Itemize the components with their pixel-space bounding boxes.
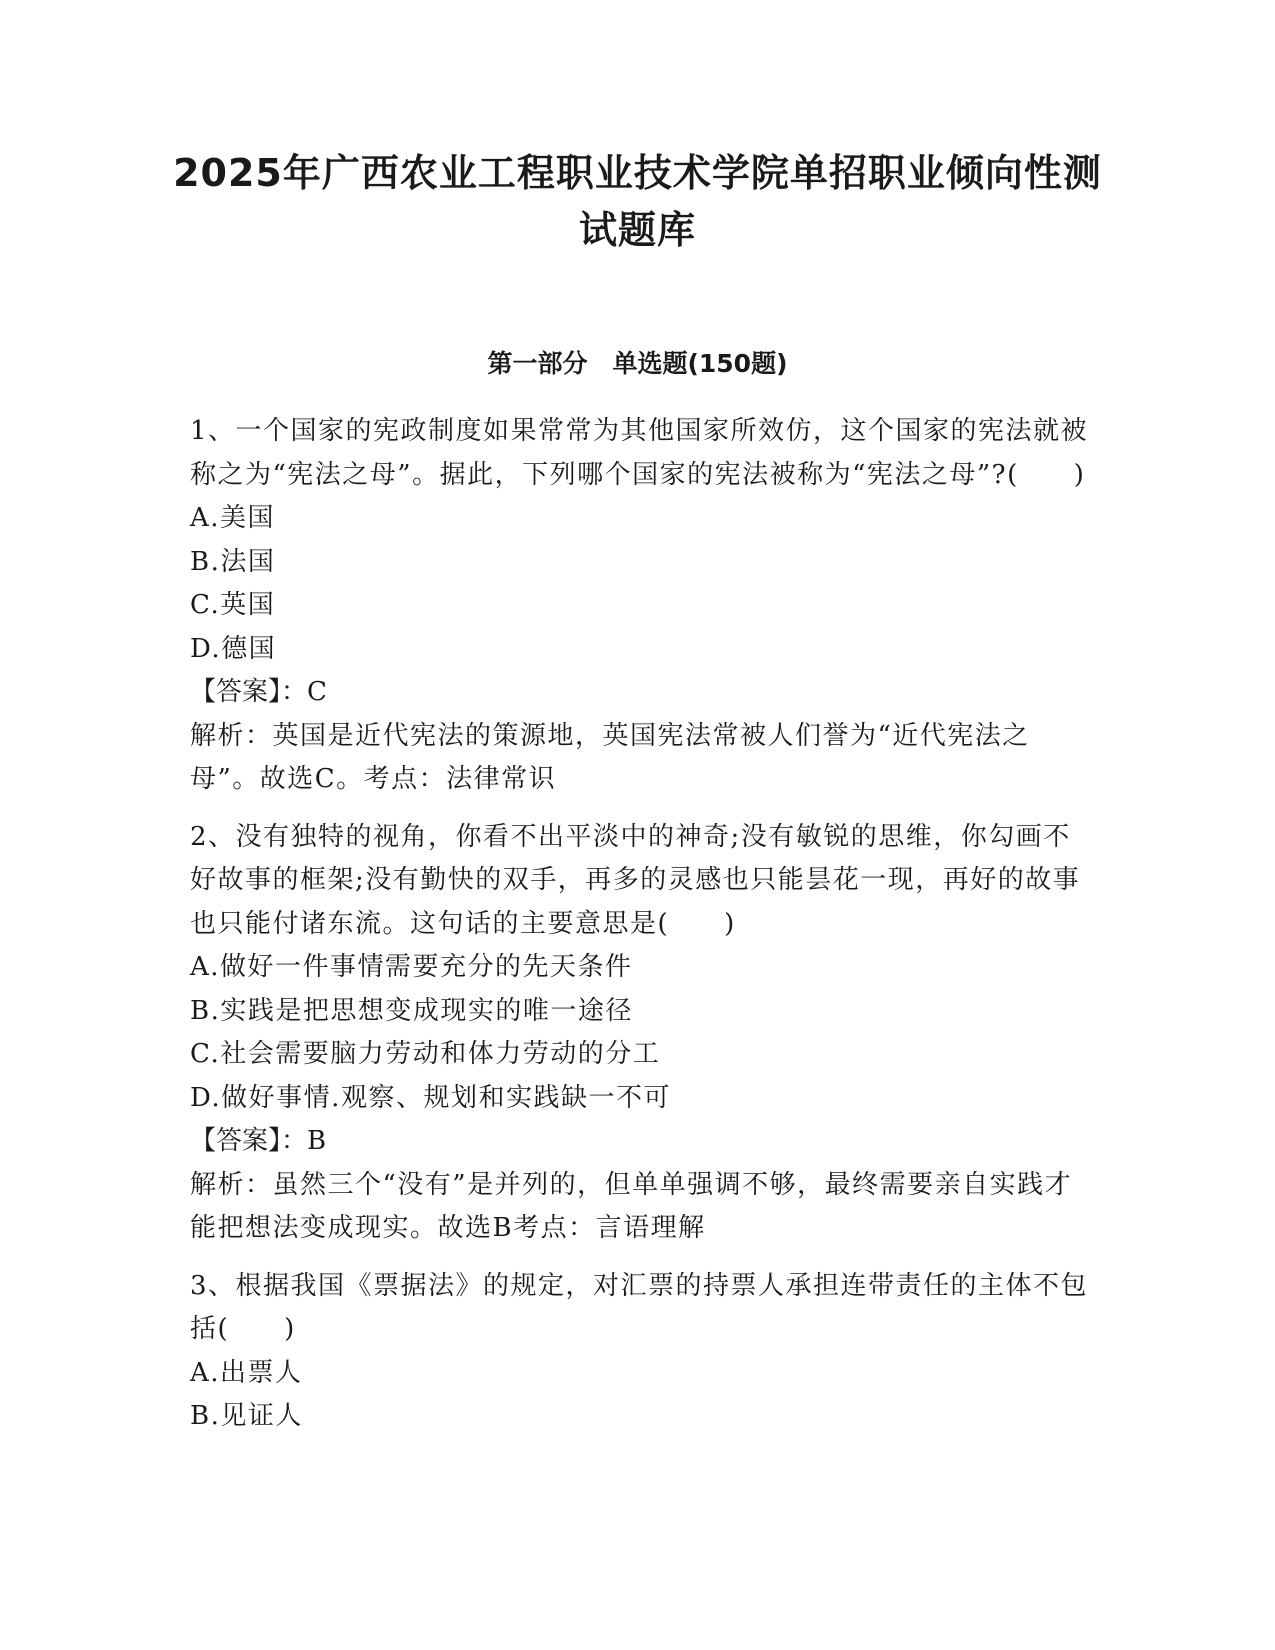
answer-value: B (307, 1126, 328, 1156)
option-b: B.见证人 (190, 1401, 303, 1431)
analysis-text: 解析：虽然三个“没有”是并列的，但单单强调不够，最终需要亲自实践才能把想法变成现实。故选B考点：言语理解 (190, 1169, 1073, 1243)
answer-label: 【答案】： (190, 677, 308, 707)
question-1 (190, 410, 1090, 802)
question-3 (190, 1265, 1090, 1439)
option-b: B.实践是把思想变成现实的唯一途径 (190, 995, 633, 1026)
answer-value: C (307, 677, 329, 707)
option-a: A.美国 (190, 503, 276, 533)
question-list (190, 410, 1090, 1453)
question-stem: 1、一个国家的宪政制度如果常常为其他国家所效仿，这个国家的宪法就被称之为“宪法之母”。据此，下列哪个国家的宪法被称为“宪法之母”?( ) (190, 416, 1089, 490)
question-stem: 2、没有独特的视角，你看不出平淡中的神奇;没有敏锐的思维，你勾画不好故事的框架;没有勤快的双手，再多的灵感也只能昙花一现，再好的故事也只能付诸东流。这句话的主要意思是( ) (190, 821, 1081, 939)
section-title: 第一部分 单选题(150题) (487, 349, 788, 378)
answer-line (190, 1120, 1090, 1164)
answer-line (190, 671, 1090, 715)
analysis-text: 解析：英国是近代宪法的策源地，英国宪法常被人们誉为“近代宪法之母”。故选C。考点：法律常识 (190, 720, 1030, 794)
option-b: B.法国 (190, 546, 276, 577)
option-c: C.英国 (190, 590, 276, 620)
option-d: D.做好事情.观察、规划和实践缺一不可 (190, 1082, 671, 1113)
question-2 (190, 816, 1090, 1251)
answer-label: 【答案】： (190, 1126, 308, 1156)
option-c: C.社会需要脑力劳动和体力劳动的分工 (190, 1039, 661, 1069)
question-stem: 3、根据我国《票据法》的规定，对汇票的持票人承担连带责任的主体不包括( ) (190, 1270, 1089, 1344)
option-a: A.出票人 (190, 1357, 303, 1388)
option-d: D.德国 (190, 633, 277, 664)
document-title: 2025年广西农业工程职业技术学院单招职业倾向性测试题库 (173, 151, 1102, 252)
option-a: A.做好一件事情需要充分的先天条件 (190, 952, 633, 982)
